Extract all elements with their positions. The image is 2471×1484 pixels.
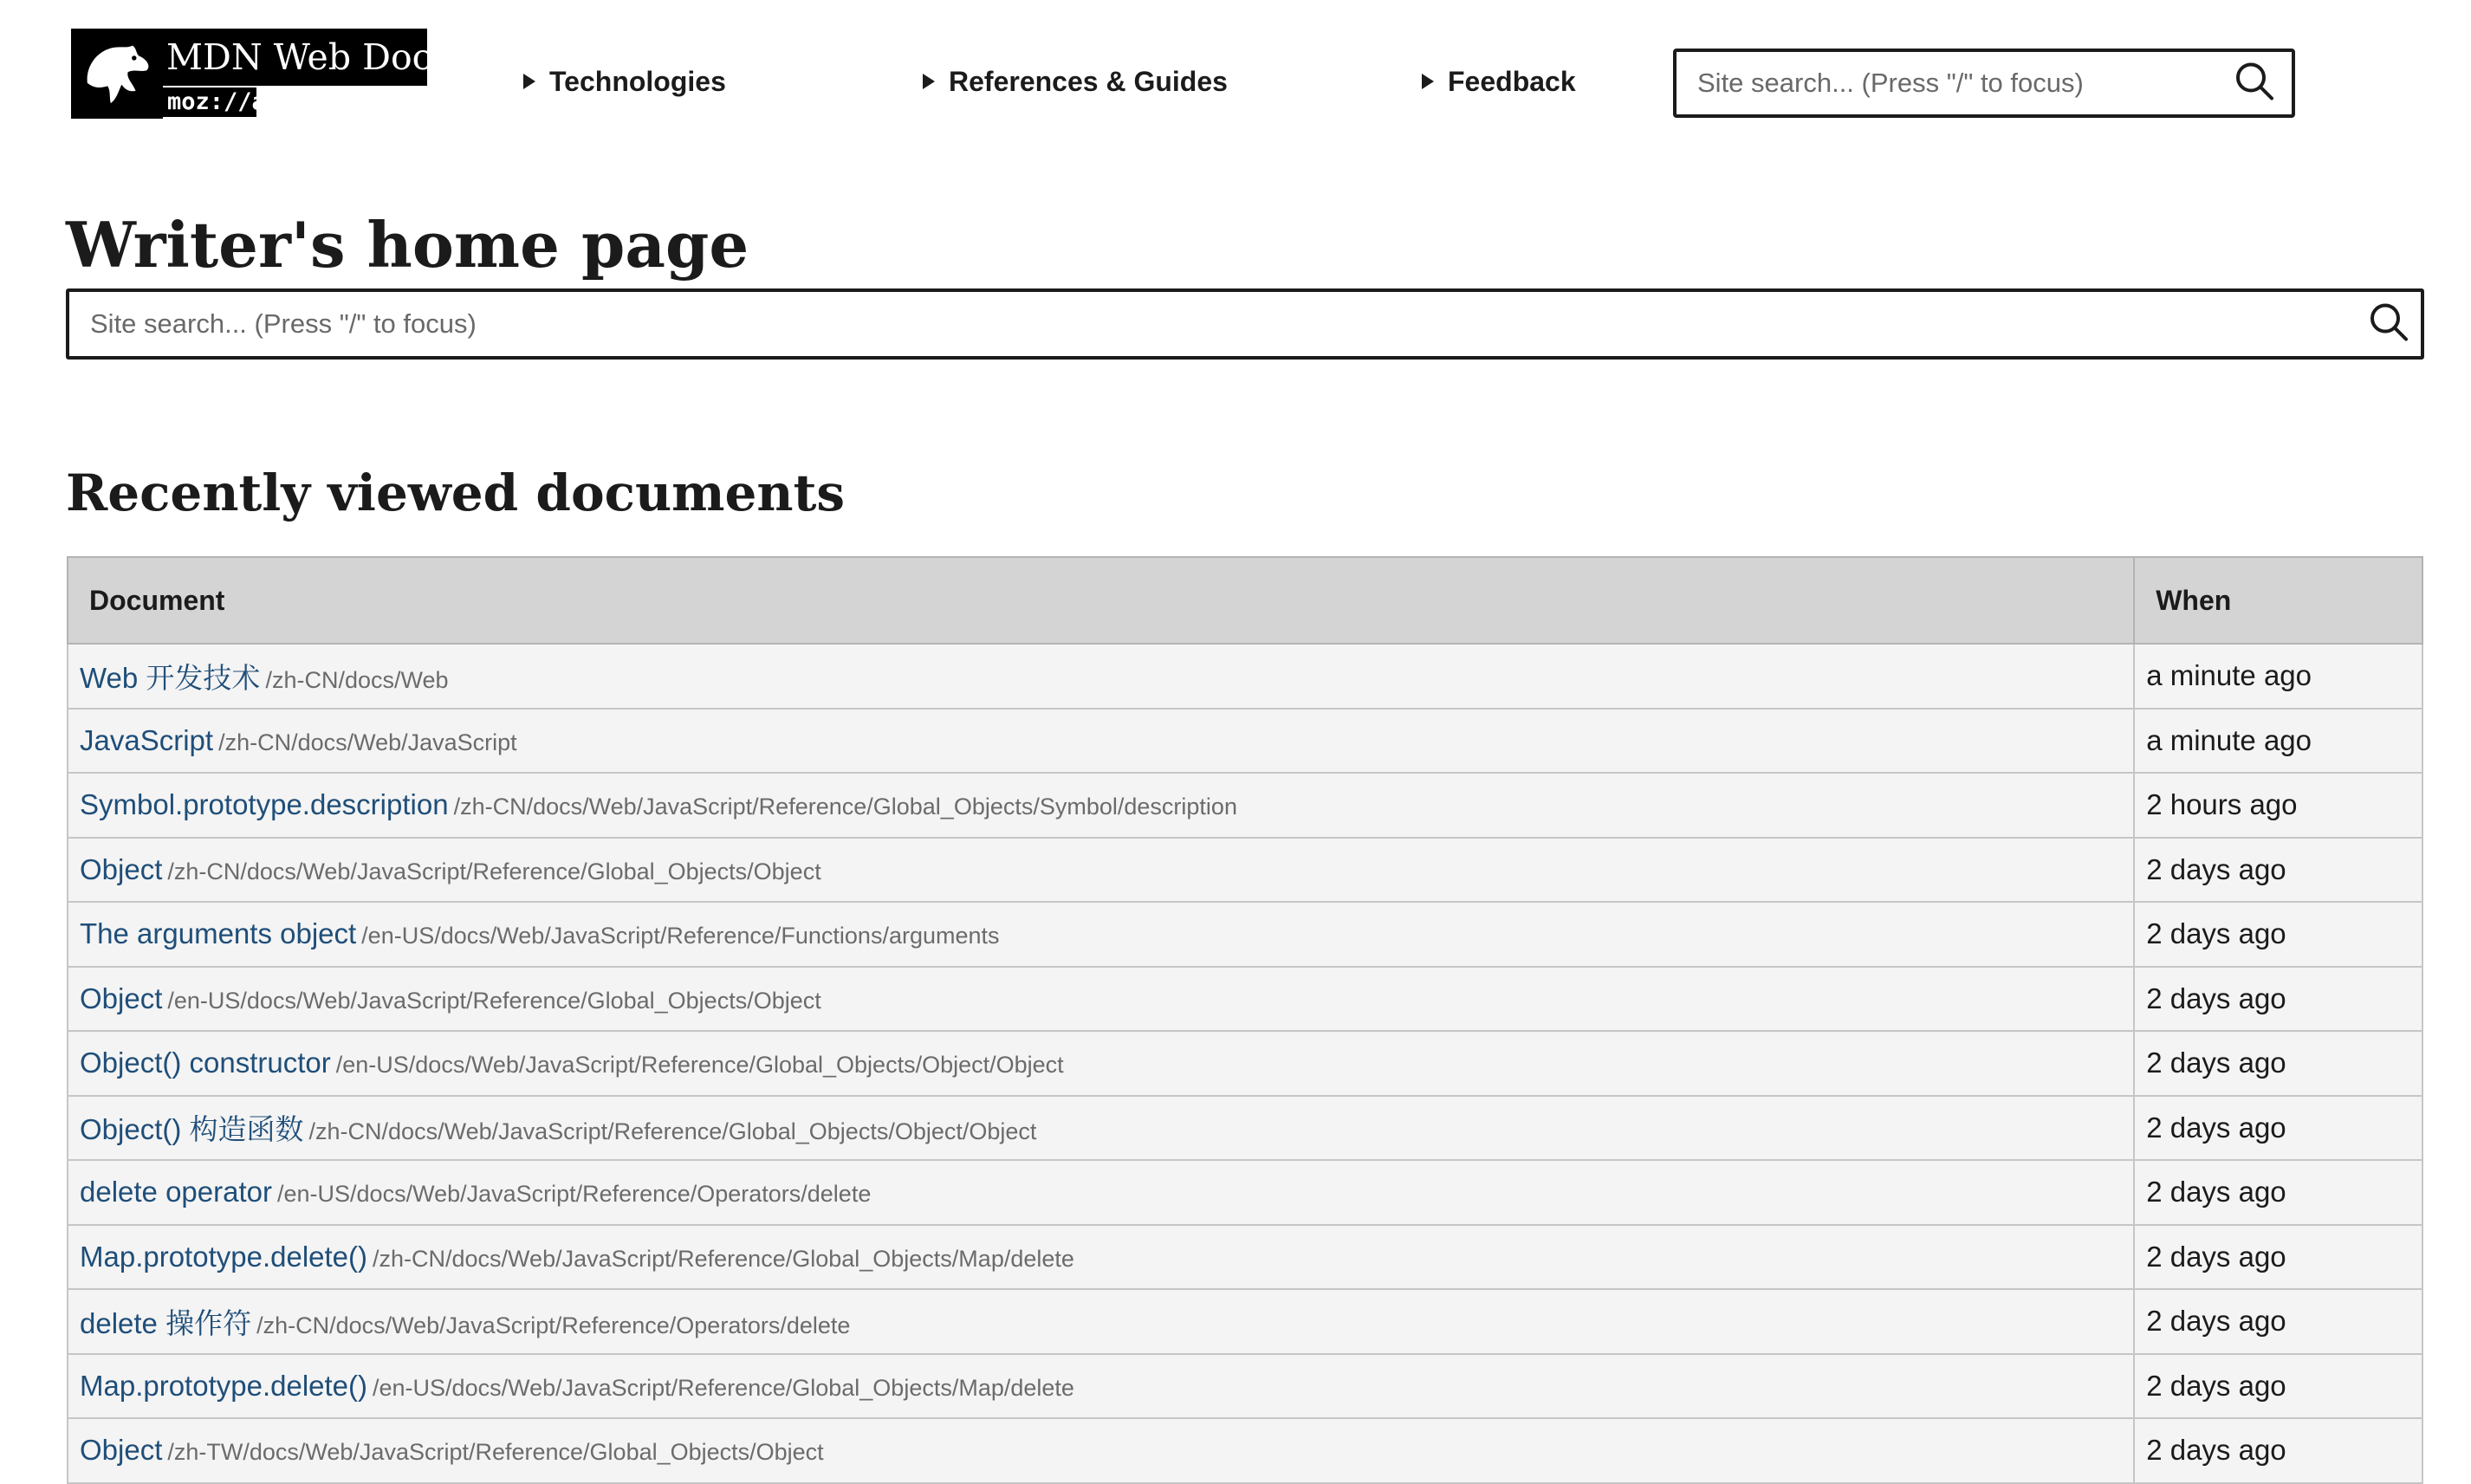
search-icon[interactable] [2367, 301, 2410, 348]
when-cell: 2 days ago [2134, 1160, 2422, 1225]
mdn-logo[interactable] [71, 29, 451, 119]
nav-feedback[interactable] [1422, 62, 1576, 100]
document-path: /en-US/docs/Web/JavaScript/Reference/Global_Objects/Object [167, 987, 821, 1014]
when-cell: 2 days ago [2134, 902, 2422, 967]
document-cell [68, 1160, 2134, 1225]
document-cell [68, 1096, 2134, 1161]
document-cell [68, 1354, 2134, 1419]
document-path: /zh-CN/docs/Web/JavaScript/Reference/Global_Objects/Object [167, 858, 821, 885]
mozilla-wordmark: moz://a [163, 87, 256, 117]
when-cell: a minute ago [2134, 709, 2422, 774]
document-path: /zh-TW/docs/Web/JavaScript/Reference/Global_Objects/Object [167, 1439, 824, 1466]
document-link[interactable]: delete operator [80, 1176, 272, 1209]
document-link[interactable]: Map.prototype.delete() [80, 1369, 368, 1402]
table-header-row [68, 557, 2422, 644]
document-link[interactable]: Map.prototype.delete() [80, 1240, 368, 1273]
site-header [0, 0, 2471, 165]
document-cell [68, 709, 2134, 774]
when-cell: 2 days ago [2134, 1354, 2422, 1419]
table-row [68, 838, 2422, 903]
caret-right-icon [523, 74, 535, 89]
table-row [68, 967, 2422, 1032]
caret-right-icon [923, 74, 935, 89]
document-link[interactable]: The arguments object [80, 917, 357, 950]
header-search-input[interactable] [1677, 52, 2292, 114]
document-link[interactable]: Object [80, 852, 163, 885]
document-path: /en-US/docs/Web/JavaScript/Reference/Global_Objects/Map/delete [373, 1374, 1074, 1401]
when-cell: 2 days ago [2134, 1096, 2422, 1161]
recent-documents-table [67, 556, 2423, 1484]
document-cell [68, 1225, 2134, 1290]
table-row [68, 1354, 2422, 1419]
table-row [68, 1160, 2422, 1225]
document-link[interactable]: Web 开发技术 [80, 661, 261, 694]
document-path: /zh-CN/docs/Web/JavaScript/Reference/Global_Objects/Object/Object [308, 1118, 1037, 1145]
document-link[interactable]: JavaScript [80, 723, 214, 756]
header-search [1673, 49, 2295, 118]
when-cell: 2 days ago [2134, 1289, 2422, 1354]
document-cell [68, 967, 2134, 1032]
document-path: /zh-CN/docs/Web/JavaScript/Reference/Operators/delete [256, 1312, 851, 1338]
when-cell: 2 days ago [2134, 1031, 2422, 1096]
document-cell [68, 1418, 2134, 1483]
nav-technologies-label: Technologies [549, 65, 726, 97]
page-title: Writer's home page [66, 208, 749, 282]
document-cell [68, 644, 2134, 709]
document-path: /zh-CN/docs/Web [265, 666, 449, 693]
table-row [68, 1225, 2422, 1290]
table-row [68, 902, 2422, 967]
search-icon[interactable] [2233, 60, 2276, 107]
document-link[interactable]: Object() constructor [80, 1047, 331, 1079]
document-cell [68, 902, 2134, 967]
nav-feedback-label: Feedback [1448, 65, 1576, 97]
table-row [68, 709, 2422, 774]
when-cell: 2 hours ago [2134, 773, 2422, 838]
column-header-when: When [2134, 557, 2422, 644]
column-header-document: Document [68, 557, 2134, 644]
main-search [66, 288, 2424, 360]
document-link[interactable]: delete 操作符 [80, 1306, 252, 1339]
document-path: /zh-CN/docs/Web/JavaScript/Reference/Global_Objects/Map/delete [373, 1245, 1074, 1272]
document-cell [68, 1289, 2134, 1354]
when-cell: a minute ago [2134, 644, 2422, 709]
main-search-input[interactable] [69, 292, 2421, 356]
nav-technologies[interactable] [523, 62, 726, 100]
table-row [68, 1289, 2422, 1354]
dinosaur-icon [71, 29, 163, 119]
document-link[interactable]: Symbol.prototype.description [80, 788, 449, 821]
table-row [68, 773, 2422, 838]
document-path: /en-US/docs/Web/JavaScript/Reference/Functions/arguments [361, 923, 1000, 949]
document-link[interactable]: Object() 构造函数 [80, 1113, 304, 1146]
table-row [68, 1418, 2422, 1483]
nav-references-guides-label: References & Guides [949, 65, 1228, 97]
table-row [68, 644, 2422, 709]
document-link[interactable]: Object [80, 1434, 163, 1467]
document-cell [68, 1031, 2134, 1096]
document-link[interactable]: Object [80, 982, 163, 1014]
when-cell: 2 days ago [2134, 838, 2422, 903]
document-path: /en-US/docs/Web/JavaScript/Reference/Global_Objects/Object/Object [335, 1052, 1064, 1079]
nav-references-guides[interactable] [923, 62, 1228, 100]
document-cell [68, 838, 2134, 903]
caret-right-icon [1422, 74, 1434, 89]
when-cell: 2 days ago [2134, 1418, 2422, 1483]
logo-title: MDN Web Docs [163, 29, 427, 86]
document-path: /en-US/docs/Web/JavaScript/Reference/Operators/delete [277, 1181, 872, 1208]
document-path: /zh-CN/docs/Web/JavaScript [218, 729, 517, 755]
document-cell [68, 773, 2134, 838]
table-row [68, 1096, 2422, 1161]
section-title-recent: Recently viewed documents [66, 463, 846, 522]
when-cell: 2 days ago [2134, 1225, 2422, 1290]
table-row [68, 1031, 2422, 1096]
when-cell: 2 days ago [2134, 967, 2422, 1032]
document-path: /zh-CN/docs/Web/JavaScript/Reference/Global_Objects/Symbol/description [453, 794, 1237, 820]
